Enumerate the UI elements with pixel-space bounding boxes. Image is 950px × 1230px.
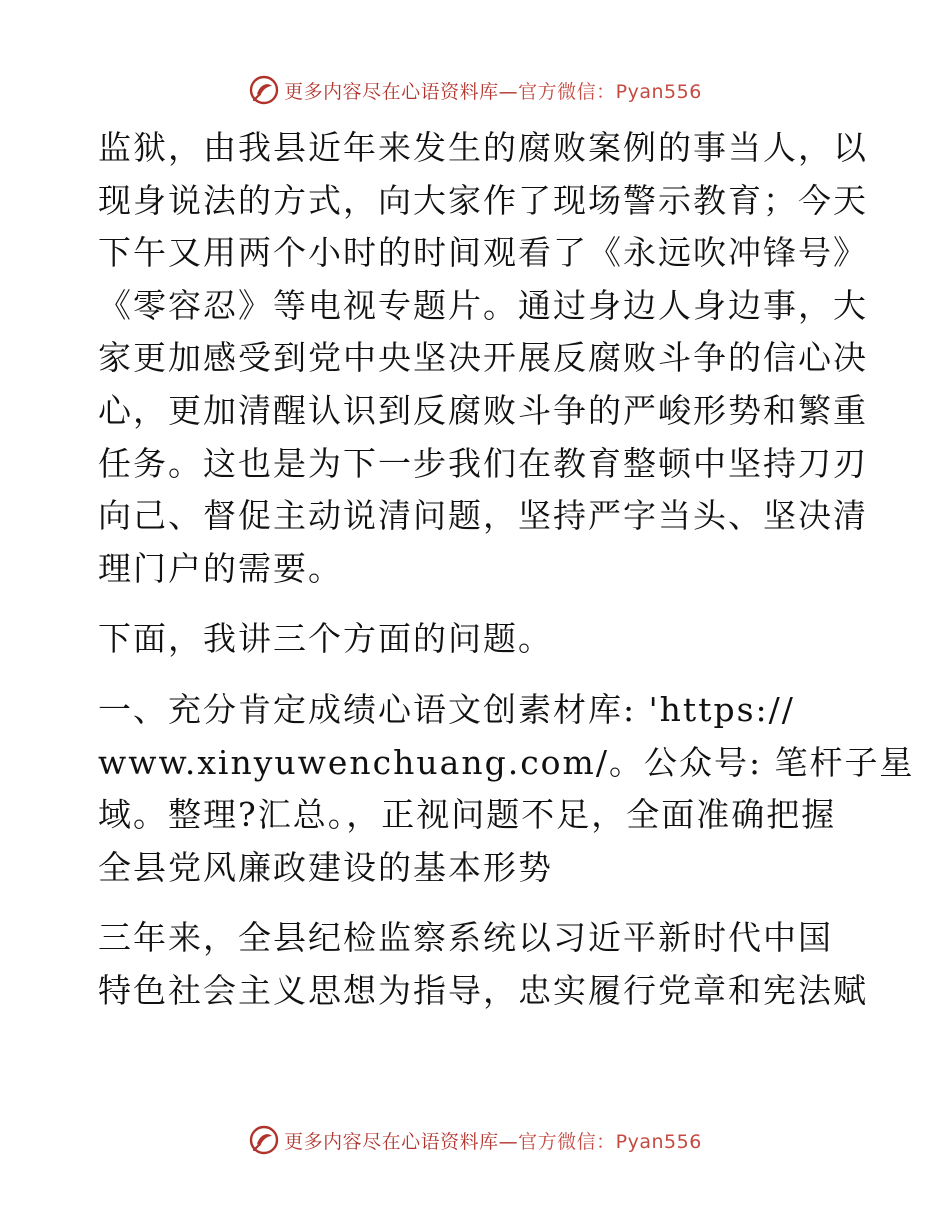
paragraph-2 — [98, 613, 858, 666]
text-line: 域。整理?汇总。，正视问题不足，全面准确把握 — [98, 795, 837, 835]
paragraph-4 — [98, 912, 868, 1017]
text-line: 《零容忍》等电视专题片。通过身边人身边事，大 — [98, 285, 868, 325]
text-line: 向己、督促主动说清问题，坚持严字当头、坚决清 — [98, 496, 868, 536]
text-line: 全县党风廉政建设的基本形势 — [98, 847, 553, 887]
footer-banner-separator: — — [498, 1130, 519, 1153]
text-line: 现身说法的方式，向大家作了现场警示教育；今天 — [98, 180, 868, 220]
header-banner-separator: — — [498, 80, 519, 103]
document-body — [98, 122, 915, 1018]
text-line: 特色社会主义思想为指导，忠实履行党章和宪法赋 — [98, 970, 868, 1010]
brand-logo-icon — [248, 1124, 280, 1156]
footer-banner-text: 更多内容尽在心语资料库 — [284, 1130, 499, 1153]
paragraph-3 — [98, 684, 915, 894]
text-line: 监狱，由我县近年来发生的腐败案例的事当人，以 — [98, 128, 868, 167]
header-banner-text: 更多内容尽在心语资料库 — [284, 80, 499, 103]
footer-banner-suffix: 官方微信：Pyan556 — [518, 1130, 702, 1153]
footer-banner — [0, 1122, 950, 1158]
text-line: 理门户的需要。 — [98, 548, 343, 588]
text-line: 下面，我讲三个方面的问题。 — [98, 619, 553, 659]
paragraph-1 — [98, 122, 868, 595]
text-line: 三年来，全县纪检监察系统以习近平新时代中国 — [98, 918, 833, 958]
header-banner-suffix: 官方微信：Pyan556 — [518, 80, 702, 103]
text-line: 一、充分肯定成绩心语文创素材库: 'https:// — [98, 689, 795, 729]
text-line: 下午又用两个小时的时间观看了《永远吹冲锋号》 — [98, 233, 868, 273]
text-line: 心，更加清醒认识到反腐败斗争的严峻形势和繁重 — [98, 390, 868, 430]
text-line: 家更加感受到党中央坚决开展反腐败斗争的信心决 — [98, 338, 868, 378]
text-line: 任务。这也是为下一步我们在教育整顿中坚持刀刃 — [98, 443, 868, 483]
brand-logo-icon — [248, 74, 280, 106]
header-banner — [0, 72, 950, 108]
text-line: www.xinyuwenchuang.com/。公众号: 笔杆子星 — [98, 742, 915, 782]
